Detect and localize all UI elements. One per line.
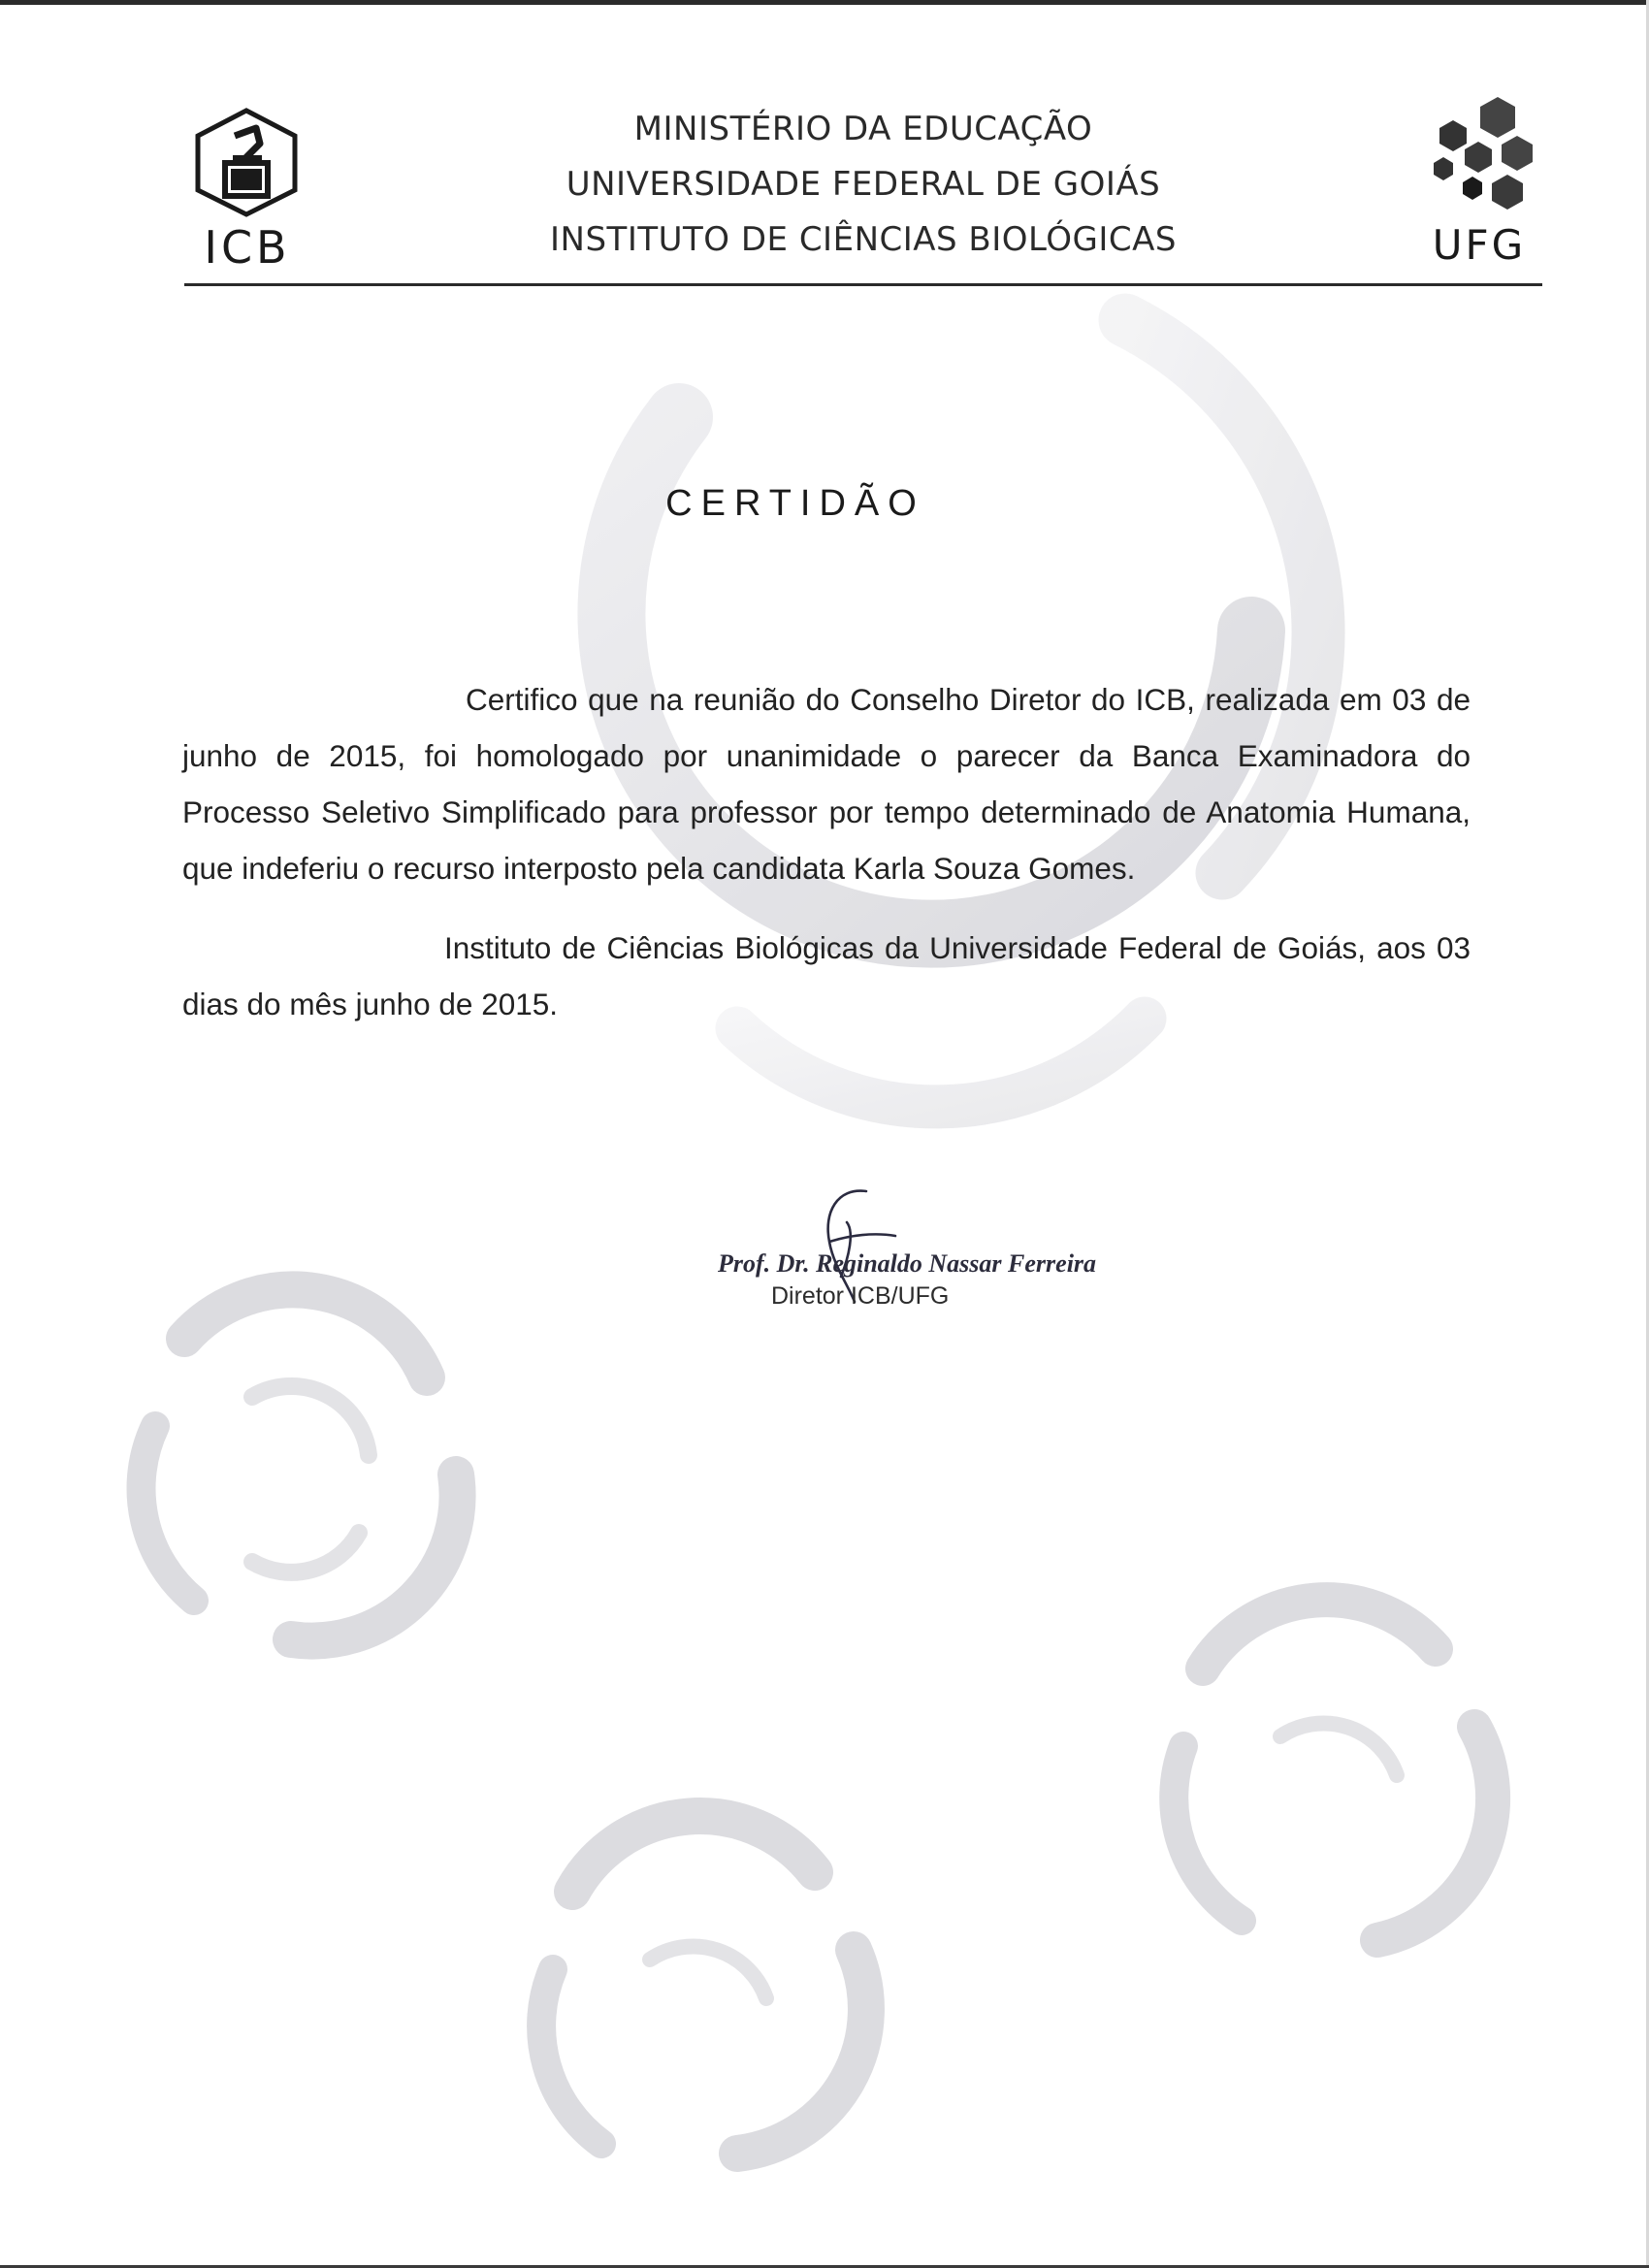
letterhead [184, 97, 1542, 291]
icb-logo-text: ICB [204, 221, 291, 274]
icb-microscope-hexagon-logo-icon [192, 107, 301, 218]
header-ministry: MINISTÉRIO DA EDUCAÇÃO [633, 110, 1093, 148]
icb-logo [184, 107, 310, 276]
certification-paragraph: Certifico que na reunião do Conselho Diretor do ICB, realizada em 03 de junho de 2015, foi homologado por unanimidade o parecer da Banca Examinadora do Processo Seletivo Simplificado para professor por tempo determinado de Anatomia Humana, que indeferiu o recurso interposto pela candidata Karla Souza Gomes. [182, 682, 1471, 886]
header-divider [184, 283, 1542, 286]
ufg-logo [1416, 97, 1542, 281]
signature-block [713, 1183, 1097, 1329]
ufg-logo-text: UFG [1432, 221, 1527, 269]
header-institute: INSTITUTO DE CIÊNCIAS BIOLÓGICAS [550, 220, 1177, 259]
header-text [320, 102, 1406, 268]
closing-paragraph: Instituto de Ciências Biológicas da Universidade Federal de Goiás, aos 03 dias do mês junho de 2015. [182, 930, 1471, 1021]
document-title: CERTIDÃO [665, 483, 925, 524]
header-university: UNIVERSIDADE FEDERAL DE GOIÁS [566, 165, 1161, 204]
ufg-hexagons-logo-icon [1424, 97, 1540, 218]
document-body [182, 671, 1471, 1055]
scan-edge-top [0, 0, 1649, 5]
signatory-name: Prof. Dr. Reginaldo Nassar Ferreira [718, 1249, 1097, 1278]
signatory-role: Diretor ICB/UFG [771, 1282, 950, 1310]
